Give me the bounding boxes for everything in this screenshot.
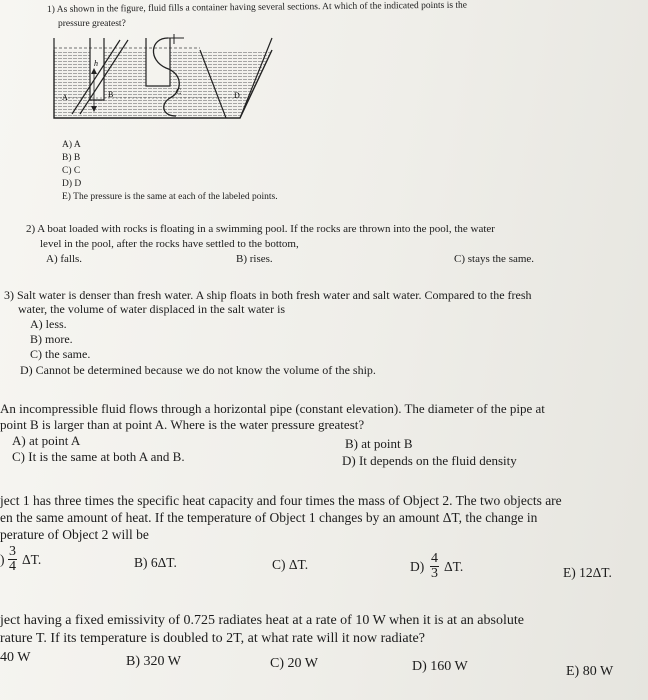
label-h: h	[94, 59, 98, 68]
q4-question-line1: An incompressible fluid flows through a horizontal pipe (constant elevation). The diameter of the pipe at	[0, 401, 545, 416]
label-b: B	[108, 90, 114, 99]
q5-choice-a-denominator: 4	[9, 559, 16, 574]
q5-choice-a-fraction	[8, 545, 17, 574]
q5-question-line2: en the same amount of heat. If the temperature of Object 1 changes by an amount ΔT, the change in	[0, 510, 538, 525]
q2-question-line1: 2) A boat loaded with rocks is floating in a swimming pool. If the rocks are thrown into the pool, the water	[26, 223, 495, 235]
q2-question-line2: level in the pool, after the rocks have settled to the bottom,	[40, 238, 299, 250]
q2-choice-a: A) falls.	[46, 253, 83, 265]
q4-choice-b: B) at point B	[345, 436, 413, 451]
q4-question-line2: point B is larger than at point A. Where is the water pressure greatest?	[0, 417, 365, 432]
q5-question-line1: ject 1 has three times the specific heat capacity and four times the mass of Object 2. The two objects are	[0, 493, 562, 508]
q4-choice-c: C) It is the same at both A and B.	[12, 449, 185, 464]
q3-question-line2: water, the volume of water displaced in the salt water is	[18, 302, 286, 316]
q6-choice-b: B) 320 W	[126, 654, 181, 669]
q6-question-line1: ject having a fixed emissivity of 0.725 radiates heat at a rate of 10 W when it is at an absolute	[0, 613, 524, 628]
q4-choice-a: A) at point A	[12, 433, 81, 448]
q5-choice-a-numerator: 3	[9, 544, 16, 559]
q5-choice-e: E) 12ΔT.	[563, 565, 612, 580]
q5-choice-b: B) 6ΔT.	[134, 555, 177, 570]
q2-choice-c: C) stays the same.	[454, 253, 535, 265]
q1-choice-b: B) B	[62, 153, 81, 163]
q1-question-line1: 1) As shown in the figure, fluid fills a container having several sections. At which of the indicated points is the	[46, 0, 468, 15]
label-c: C	[176, 87, 182, 96]
label-a: A	[62, 93, 68, 102]
q5-question-line3: perature of Object 2 will be	[0, 527, 149, 542]
q5-choice-d-numerator: 4	[431, 551, 438, 566]
q2-choice-b: B) rises.	[236, 253, 273, 265]
q1-container-figure	[50, 30, 280, 138]
q5-choice-d-suffix: ΔT.	[444, 559, 464, 574]
q5-choice-d-fraction	[430, 552, 439, 581]
q5-choice-c: C) ΔT.	[272, 557, 309, 572]
q1-question-line2: pressure greatest?	[58, 19, 126, 29]
q6-choice-e: E) 80 W	[566, 664, 614, 679]
q3-choice-a: A) less.	[30, 317, 67, 331]
q6-choice-a: 40 W	[0, 650, 31, 665]
q5-choice-a-suffix: ΔT.	[22, 552, 42, 567]
q3-choice-c: C) the same.	[30, 347, 91, 361]
q1-choice-d: D) D	[62, 179, 82, 189]
fluid-region	[54, 50, 272, 118]
q1-choice-c: C) C	[62, 166, 81, 176]
q3-question-line1: 3) Salt water is denser than fresh water. A ship floats in both fresh water and salt water. Compared to the fresh	[4, 288, 532, 302]
q5-choice-a-prefix: )	[0, 552, 5, 567]
q6-choice-c: C) 20 W	[270, 656, 318, 671]
q5-choice-d-denominator: 3	[431, 566, 438, 581]
q5-choice-d-prefix: D)	[410, 559, 425, 574]
q6-choice-d: D) 160 W	[412, 659, 468, 674]
label-d: D	[234, 91, 240, 100]
q3-choice-b: B) more.	[30, 332, 73, 346]
q1-choice-a: A) A	[62, 140, 81, 150]
q6-question-line2: rature T. If its temperature is doubled to 2T, at what rate will it now radiate?	[0, 631, 425, 646]
q3-choice-d: D) Cannot be determined because we do not know the volume of the ship.	[20, 363, 376, 377]
q4-choice-d: D) It depends on the fluid density	[342, 453, 517, 468]
q1-choice-e: E) The pressure is the same at each of the labeled points.	[62, 192, 278, 202]
